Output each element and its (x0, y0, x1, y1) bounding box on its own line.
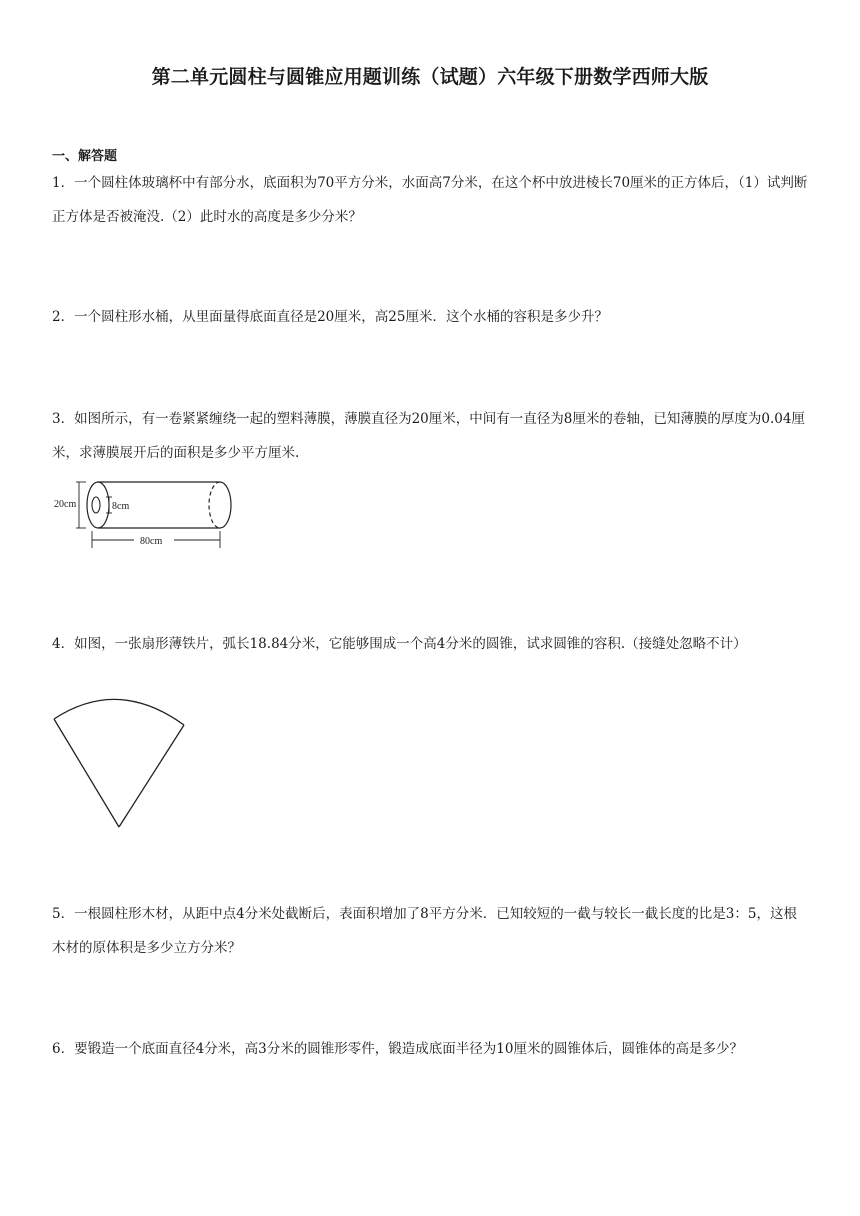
question-5 (52, 897, 810, 965)
question-number: 1． (52, 175, 75, 191)
sector-figure (50, 695, 190, 835)
cylinder-hidden-arc (209, 482, 220, 528)
page-title: 第二单元圆柱与圆锥应用题训练（试题）六年级下册数学西师大版 (151, 66, 709, 88)
question-number: 2． (52, 309, 75, 325)
question-6 (52, 1032, 810, 1066)
question-4 (52, 627, 810, 661)
question-3 (52, 402, 810, 470)
length-label: 80cm (140, 536, 163, 547)
question-text: 一个圆柱形水桶，从里面量得底面直径是20厘米，高25厘米．这个水桶的容积是多少升？ (74, 309, 608, 325)
cylinder-roll-figure (52, 476, 242, 552)
question-number: 6． (52, 1041, 75, 1057)
question-text: 如图所示，有一卷紧紧缠绕一起的塑料薄膜，薄膜直径为20厘米，中间有一直径为8厘米的卷轴，已知薄膜的厚度为0.04厘米，求薄膜展开后的面积是多少平方厘米. (52, 411, 805, 461)
sector-arc (54, 699, 184, 725)
cylinder-back-arc (220, 482, 231, 528)
question-number: 5． (52, 906, 75, 922)
cylinder-front-face (87, 482, 109, 528)
question-1 (52, 166, 810, 234)
axle-circle (92, 497, 100, 513)
question-number: 4． (52, 636, 75, 652)
question-text: 如图，一张扇形薄铁片，弧长18.84分米，它能够围成一个高4分米的圆锥，试求圆锥的容积.（接缝处忽略不计） (74, 636, 747, 652)
question-text: 一个圆柱体玻璃杯中有部分水，底面积为70平方分米，水面高7分米，在这个杯中放进棱长70厘米的正方体后，（1）试判断正方体是否被淹没.（2）此时水的高度是多少分米？ (52, 175, 808, 225)
sector-left-radius (54, 719, 119, 827)
axle-label: 8cm (112, 501, 130, 512)
section-heading: 一、解答题 (52, 149, 118, 164)
question-text: 要锻造一个底面直径4分米，高3分米的圆锥形零件，锻造成底面半径为10厘米的圆锥体后，圆锥体的高是多少？ (74, 1041, 743, 1057)
sector-right-radius (119, 725, 184, 827)
question-number: 3． (52, 411, 75, 427)
diameter-label: 20cm (54, 499, 77, 510)
question-2 (52, 300, 810, 334)
question-text: 一根圆柱形木材，从距中点4分米处截断后，表面积增加了8平方分米．已知较短的一截与较长一截长度的比是3：5，这根木材的原体积是多少立方分米？ (52, 906, 797, 956)
